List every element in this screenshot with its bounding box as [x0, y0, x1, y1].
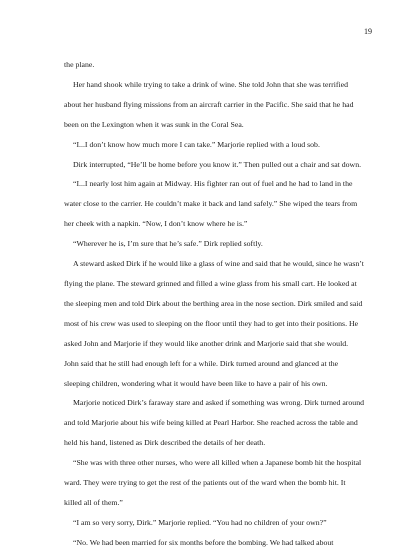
- body-paragraph: Dirk interrupted, “He’ll be home before you know it.” Then pulled out a chair and sat down.: [73, 159, 362, 169]
- page-body: [64, 55, 364, 553]
- body-paragraph: Her hand shook while trying to take a drink of wine. She told John that she was terrified about her husband flying missions from an aircraft carrier in the Pacific. She said that he had been on the Lexington when it was sunk in the Coral Sea.: [64, 79, 354, 129]
- body-paragraph: “Wherever he is, I’m sure that he’s safe.” Dirk replied softly.: [73, 239, 263, 249]
- body-paragraph: Marjorie noticed Dirk’s faraway stare and asked if something was wrong. Dirk turned around and told Marjorie about his wife being killed at Pearl Harbor. She reached across the table and held his hand, listened as Dirk described the details of her death.: [64, 398, 364, 448]
- body-paragraph: “No. We had been married for six months before the bombing. We had talked about: [73, 537, 334, 547]
- body-paragraph: A steward asked Dirk if he would like a glass of wine and said that he would, since he wasn’t flying the plane. The steward grinned and filled a wine glass from his small cart. He looked at the sleeping men and told Dirk about the berthing area in the nose section. Dirk smiled and said most of his crew was used to sleeping on the floor until they had to get into their positions. He asked John and Marjorie if they would like another drink and Marjorie said that she would. John said that he still had enough left for a while. Dirk turned around and glanced at the sleeping children, wondering what it would have been like to have a pair of his own.: [64, 259, 364, 388]
- page-number: 19: [364, 27, 372, 36]
- body-paragraph: “She was with three other nurses, who were all killed when a Japanese bomb hit the hospital ward. They were trying to get the rest of the patients out of the ward when the bomb hit. It killed all of them.”: [64, 458, 362, 507]
- body-paragraph: “I am so very sorry, Dirk.” Marjorie replied. “You had no children of your own?”: [73, 517, 327, 527]
- body-paragraph: “I...I nearly lost him again at Midway. His fighter ran out of fuel and he had to land in the water close to the carrier. He couldn’t make it back and land safely.” She wiped the tears from her cheek with a napkin. “Now, I don’t know where he is.”: [64, 179, 358, 229]
- body-paragraph: the plane.: [64, 60, 95, 69]
- body-paragraph: “I...I don’t know how much more I can take.” Marjorie replied with a loud sob.: [73, 139, 320, 149]
